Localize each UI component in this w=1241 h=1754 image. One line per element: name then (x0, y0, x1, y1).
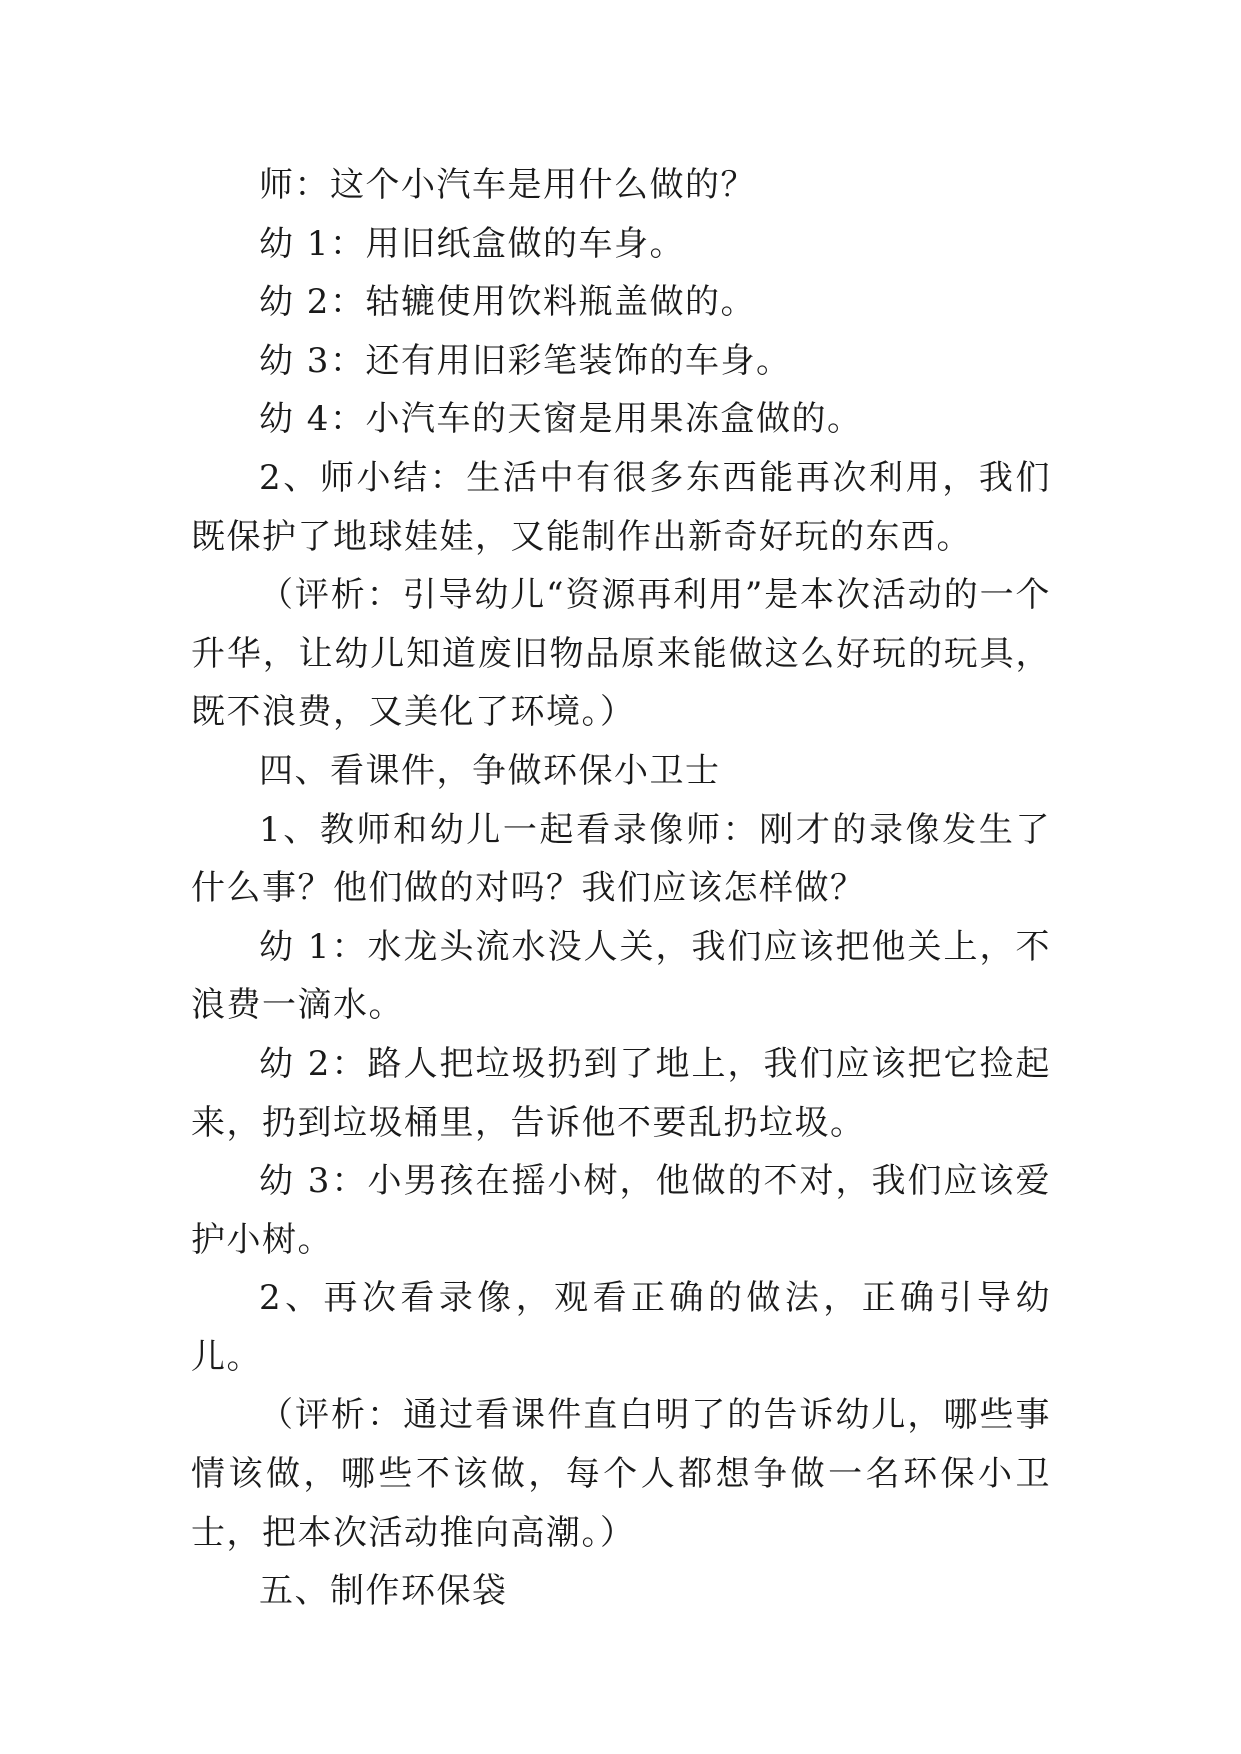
paragraph-teacher-summary: 2、师小结：生活中有很多东西能再次利用，我们既保护了地球娃娃，又能制作出新奇好玩的东西。 (191, 457, 1051, 557)
paragraph-rewatch-video: 2、再次看录像，观看正确的做法，正确引导幼儿。 (191, 1278, 1051, 1377)
paragraph-child-3-answer: 幼 3：还有用旧彩笔装饰的车身。 (259, 340, 792, 381)
document-body (191, 156, 1051, 1621)
paragraph-child-3-tree: 幼 3：小男孩在摇小树，他做的不对，我们应该爱护小树。 (191, 1161, 1051, 1260)
paragraph-child-4-answer: 幼 4：小汽车的天窗是用果冻盒做的。 (259, 399, 863, 440)
paragraph-teacher-question: 师：这个小汽车是用什么做的？ (259, 165, 756, 205)
paragraph-commentary-1: （评析：引导幼儿“资源再利用”是本次活动的一个升华，让幼儿知道废旧物品原来能做这么好玩的玩具，既不浪费，又美化了环境。） (191, 575, 1051, 733)
paragraph-child-2-answer: 幼 2：轱辘使用饮料瓶盖做的。 (259, 282, 756, 323)
paragraph-child-1-answer: 幼 1：用旧纸盒做的车身。 (259, 223, 685, 264)
paragraph-watch-video: 1、教师和幼儿一起看录像师：刚才的录像发生了什么事？他们做的对吗？我们应该怎样做？ (191, 809, 1051, 909)
paragraph-child-1-faucet: 幼 1：水龙头流水没人关，我们应该把他关上，不浪费一滴水。 (191, 926, 1051, 1026)
paragraph-child-2-litter: 幼 2：路人把垃圾扔到了地上，我们应该把它捡起来，扔到垃圾桶里，告诉他不要乱扔垃圾。 (191, 1043, 1051, 1143)
section-heading-five: 五、制作环保袋 (259, 1571, 508, 1612)
section-heading-four: 四、看课件，争做环保小卫士 (259, 750, 721, 791)
paragraph-commentary-2: （评析：通过看课件直白明了的告诉幼儿，哪些事情该做，哪些不该做，每个人都想争做一名环保小卫士，把本次活动推向高潮。） (191, 1395, 1051, 1553)
